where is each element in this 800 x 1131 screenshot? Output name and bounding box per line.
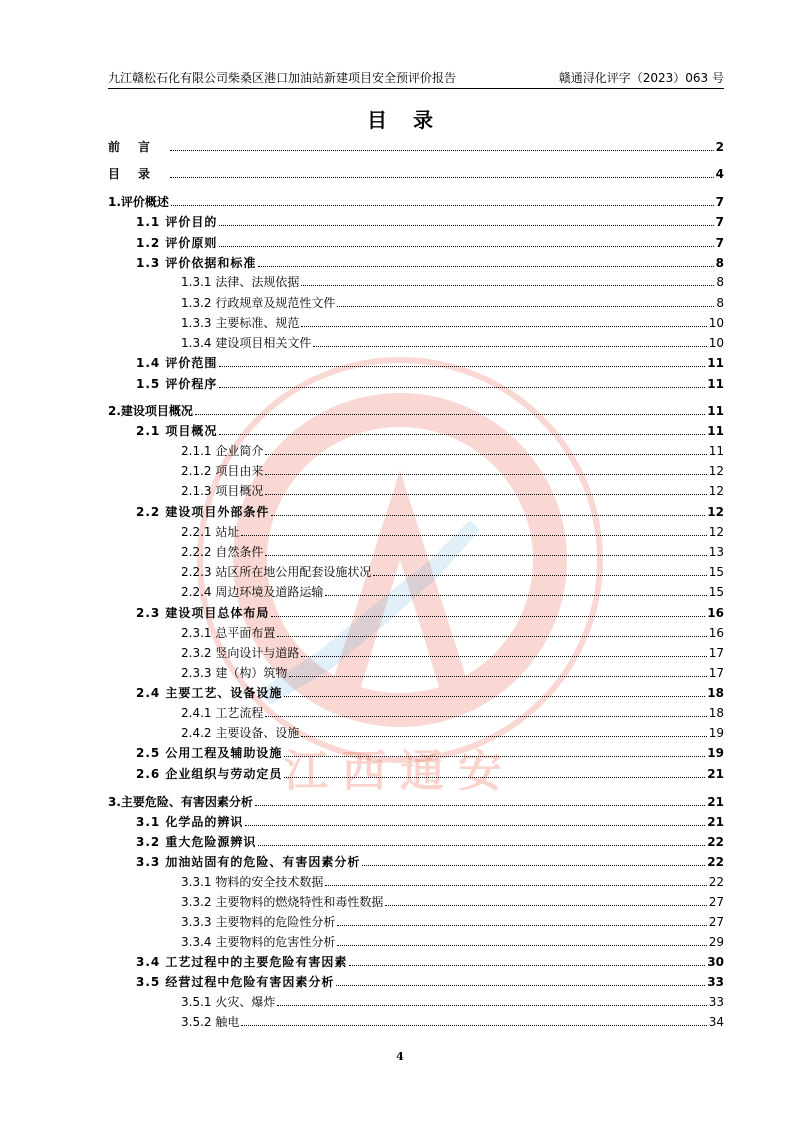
toc-entry-label: 前言 (108, 140, 169, 154)
toc-entry[interactable] (108, 252, 724, 270)
toc-entry[interactable] (108, 232, 724, 250)
toc-dot-leader (289, 676, 706, 677)
toc-dot-leader (277, 636, 706, 637)
toc-entry[interactable] (108, 312, 724, 330)
toc-entry[interactable] (108, 702, 724, 720)
page-header (108, 70, 724, 89)
toc-dot-leader (219, 387, 705, 388)
toc-entry-label: 2.3.1 总平面布置 (181, 626, 276, 640)
toc-entry-page: 27 (708, 915, 724, 929)
toc-dot-leader (265, 494, 706, 495)
toc-entry-label: 3.3.2 主要物料的燃烧特性和毒性数据 (181, 895, 384, 909)
toc-dot-leader (170, 150, 714, 151)
toc-entry-page: 19 (707, 746, 724, 760)
toc-entry-label: 3.4 工艺过程中的主要危险有害因素 (136, 955, 348, 969)
toc-dot-leader (301, 656, 706, 657)
toc-entry-page: 4 (715, 167, 724, 181)
toc-entry[interactable] (108, 373, 724, 391)
toc-entry-label: 2.建设项目概况 (108, 404, 193, 418)
toc-entry-page: 33 (707, 975, 724, 989)
toc-entry-label: 3.3.1 物料的安全技术数据 (181, 875, 324, 889)
toc-entry-page: 19 (708, 726, 724, 740)
toc-dot-leader (241, 535, 706, 536)
toc-entry-label: 2.3 建设项目总体布局 (136, 606, 270, 620)
toc-dot-leader (258, 845, 705, 846)
toc-entry-label: 2.1 项目概况 (136, 424, 218, 438)
toc-entry-label: 1.评价概述 (108, 195, 169, 209)
toc-entry-page: 10 (708, 336, 724, 350)
toc-entry-page: 22 (707, 855, 724, 869)
toc-entry[interactable] (108, 871, 724, 889)
toc-entry-page: 21 (707, 815, 724, 829)
toc-entry[interactable] (108, 352, 724, 370)
toc-entry-page: 2 (715, 140, 724, 154)
toc-dot-leader (265, 474, 706, 475)
toc-dot-leader (265, 716, 706, 717)
toc-entry[interactable] (108, 521, 724, 539)
toc-entry-label: 2.4.1 工艺流程 (181, 706, 264, 720)
toc-entry-page: 34 (708, 1015, 724, 1029)
toc-entry-label: 1.3.2 行政规章及规范性文件 (181, 296, 336, 310)
toc-entry-page: 8 (716, 296, 724, 310)
toc-dot-leader (170, 177, 714, 178)
toc-entry[interactable] (108, 682, 724, 700)
toc-entry-page: 12 (707, 505, 724, 519)
toc-entry[interactable] (108, 742, 724, 760)
toc-entry-page: 11 (708, 444, 724, 458)
toc-dot-leader (271, 616, 705, 617)
toc-entry[interactable] (108, 991, 724, 1009)
toc-entry-label: 2.3.2 竖向设计与道路 (181, 646, 300, 660)
toc-entry-label: 1.1 评价目的 (136, 215, 218, 229)
toc-entry[interactable] (108, 931, 724, 949)
toc-dot-leader (255, 805, 705, 806)
toc-entry-label: 2.2 建设项目外部条件 (136, 505, 270, 519)
toc-entry[interactable] (108, 1011, 724, 1029)
toc-entry-label: 3.2 重大危险源辨识 (136, 835, 257, 849)
toc-entry[interactable] (108, 951, 724, 969)
toc-entry[interactable] (108, 460, 724, 478)
toc-entry[interactable] (108, 271, 724, 289)
toc-entry[interactable] (108, 136, 724, 154)
toc-entry-page: 12 (708, 464, 724, 478)
page-number: 4 (396, 1050, 404, 1063)
toc-dot-leader (195, 414, 705, 415)
toc-entry-label: 1.3.4 建设项目相关文件 (181, 336, 312, 350)
toc-dot-leader (313, 346, 706, 347)
toc-entry[interactable] (108, 211, 724, 229)
toc-entry-page: 29 (708, 935, 724, 949)
toc-dot-leader (277, 1005, 706, 1006)
toc-entry-page: 8 (715, 256, 724, 270)
toc-entry-label: 2.3.3 建（构）筑物 (181, 666, 288, 680)
toc-entry-label: 3.3.4 主要物料的危害性分析 (181, 935, 336, 949)
toc-dot-leader (265, 454, 706, 455)
toc-entry-page: 17 (708, 666, 724, 680)
header-report-number: 赣通浔化评字（2023）063 号 (558, 71, 724, 85)
toc-entry[interactable] (108, 332, 724, 350)
toc-entry-label: 2.2.4 周边环境及道路运输 (181, 585, 324, 599)
toc-entry-page: 15 (708, 585, 724, 599)
toc-entry[interactable] (108, 891, 724, 909)
toc-entry[interactable] (108, 791, 724, 809)
toc-entry-page: 12 (708, 484, 724, 498)
toc-entry[interactable] (108, 163, 724, 181)
toc-dot-leader (325, 595, 706, 596)
toc-dot-leader (219, 366, 705, 367)
toc-entry-page: 7 (715, 236, 724, 250)
toc-entry-label: 1.4 评价范围 (136, 356, 218, 370)
toc-entry[interactable] (108, 851, 724, 869)
toc-entry[interactable] (108, 911, 724, 929)
toc-dot-leader (373, 575, 706, 576)
toc-entry-label: 1.5 评价程序 (136, 377, 218, 391)
toc-entry-page: 11 (707, 356, 724, 370)
toc-entry[interactable] (108, 831, 724, 849)
toc-dot-leader (325, 885, 706, 886)
toc-dot-leader (301, 736, 706, 737)
toc-entry-page: 22 (708, 875, 724, 889)
toc-entry[interactable] (108, 480, 724, 498)
toc-entry[interactable] (108, 501, 724, 519)
toc-entry[interactable] (108, 440, 724, 458)
toc-entry-label: 1.3.1 法律、法规依据 (181, 275, 300, 289)
toc-entry-page: 33 (708, 995, 724, 1009)
toc-entry-page: 11 (707, 424, 724, 438)
toc-entry[interactable] (108, 191, 724, 209)
toc-entry-page: 10 (708, 316, 724, 330)
toc-entry-page: 16 (708, 626, 724, 640)
page-title: 目录 (367, 108, 459, 132)
toc-dot-leader (336, 985, 705, 986)
toc-dot-leader (245, 825, 705, 826)
toc-dot-leader (219, 246, 713, 247)
toc-entry-label: 2.5 公用工程及辅助设施 (136, 746, 283, 760)
toc-entry[interactable] (108, 642, 724, 660)
toc-entry[interactable] (108, 541, 724, 559)
toc-entry-label: 目录 (108, 167, 169, 181)
toc-entry-label: 2.4.2 主要设备、设施 (181, 726, 300, 740)
toc-dot-leader (219, 434, 705, 435)
toc-entry-label: 3.5.2 触电 (181, 1015, 240, 1029)
toc-dot-leader (301, 285, 714, 286)
toc-dot-leader (349, 965, 705, 966)
toc-entry[interactable] (108, 722, 724, 740)
toc-entry[interactable] (108, 292, 724, 310)
toc-entry-label: 3.5 经营过程中危险有害因素分析 (136, 975, 335, 989)
toc-entry-label: 3.3 加油站固有的危险、有害因素分析 (136, 855, 361, 869)
toc-dot-leader (284, 777, 705, 778)
toc-entry-page: 18 (708, 706, 724, 720)
toc-entry-label: 2.6 企业组织与劳动定员 (136, 767, 283, 781)
toc-entry[interactable] (108, 420, 724, 438)
toc-entry-page: 8 (716, 275, 724, 289)
toc-entry-page: 21 (707, 767, 724, 781)
toc-entry-label: 2.2.2 自然条件 (181, 545, 264, 559)
toc-dot-leader (265, 555, 706, 556)
toc-entry[interactable] (108, 662, 724, 680)
toc-dot-leader (271, 515, 705, 516)
toc-entry-label: 2.2.1 站址 (181, 525, 240, 539)
toc-entry-label: 2.1.3 项目概况 (181, 484, 264, 498)
toc-entry-label: 3.5.1 火灾、爆炸 (181, 995, 276, 1009)
toc-entry-page: 11 (707, 377, 724, 391)
toc-entry[interactable] (108, 971, 724, 989)
toc-dot-leader (258, 266, 713, 267)
toc-entry-page: 13 (708, 545, 724, 559)
toc-entry-page: 7 (715, 215, 724, 229)
header-report-title: 九江赣松石化有限公司柴桑区港口加油站新建项目安全预评价报告 (108, 71, 457, 85)
toc-entry-label: 2.4 主要工艺、设备设施 (136, 686, 283, 700)
toc-entry[interactable] (108, 602, 724, 620)
toc-dot-leader (241, 1025, 706, 1026)
toc-dot-leader (385, 905, 706, 906)
toc-entry-label: 1.3.3 主要标准、规范 (181, 316, 300, 330)
toc-entry-label: 3.3.3 主要物料的危险性分析 (181, 915, 336, 929)
toc-entry[interactable] (108, 622, 724, 640)
toc-entry-page: 15 (708, 565, 724, 579)
toc-entry-page: 21 (707, 795, 724, 809)
toc-dot-leader (301, 326, 706, 327)
toc-entry-label: 3.1 化学品的辨识 (136, 815, 244, 829)
toc-entry-label: 2.2.3 站区所在地公用配套设施状况 (181, 565, 372, 579)
toc-dot-leader (337, 306, 714, 307)
toc-dot-leader (337, 945, 706, 946)
toc-dot-leader (284, 756, 705, 757)
toc-entry-page: 11 (707, 404, 724, 418)
toc-dot-leader (284, 696, 705, 697)
toc-dot-leader (362, 865, 705, 866)
toc-entry-label: 1.2 评价原则 (136, 236, 218, 250)
toc-entry-page: 27 (708, 895, 724, 909)
toc-entry-page: 30 (707, 955, 724, 969)
toc-entry[interactable] (108, 400, 724, 418)
watermark-text: 江西通安 (284, 746, 516, 797)
toc-entry-page: 18 (707, 686, 724, 700)
toc-entry-label: 2.1.2 项目由来 (181, 464, 264, 478)
toc-entry-page: 12 (708, 525, 724, 539)
toc-entry-page: 7 (715, 195, 724, 209)
toc-dot-leader (171, 205, 714, 206)
toc-entry[interactable] (108, 581, 724, 599)
toc-entry[interactable] (108, 811, 724, 829)
toc-entry-label: 3.主要危险、有害因素分析 (108, 795, 253, 809)
toc-dot-leader (219, 225, 713, 226)
toc-entry[interactable] (108, 763, 724, 781)
toc-entry[interactable] (108, 561, 724, 579)
toc-dot-leader (337, 925, 706, 926)
toc-entry-label: 1.3 评价依据和标准 (136, 256, 257, 270)
toc-entry-page: 17 (708, 646, 724, 660)
toc-entry-page: 22 (707, 835, 724, 849)
toc-entry-label: 2.1.1 企业简介 (181, 444, 264, 458)
toc-entry-page: 16 (707, 606, 724, 620)
